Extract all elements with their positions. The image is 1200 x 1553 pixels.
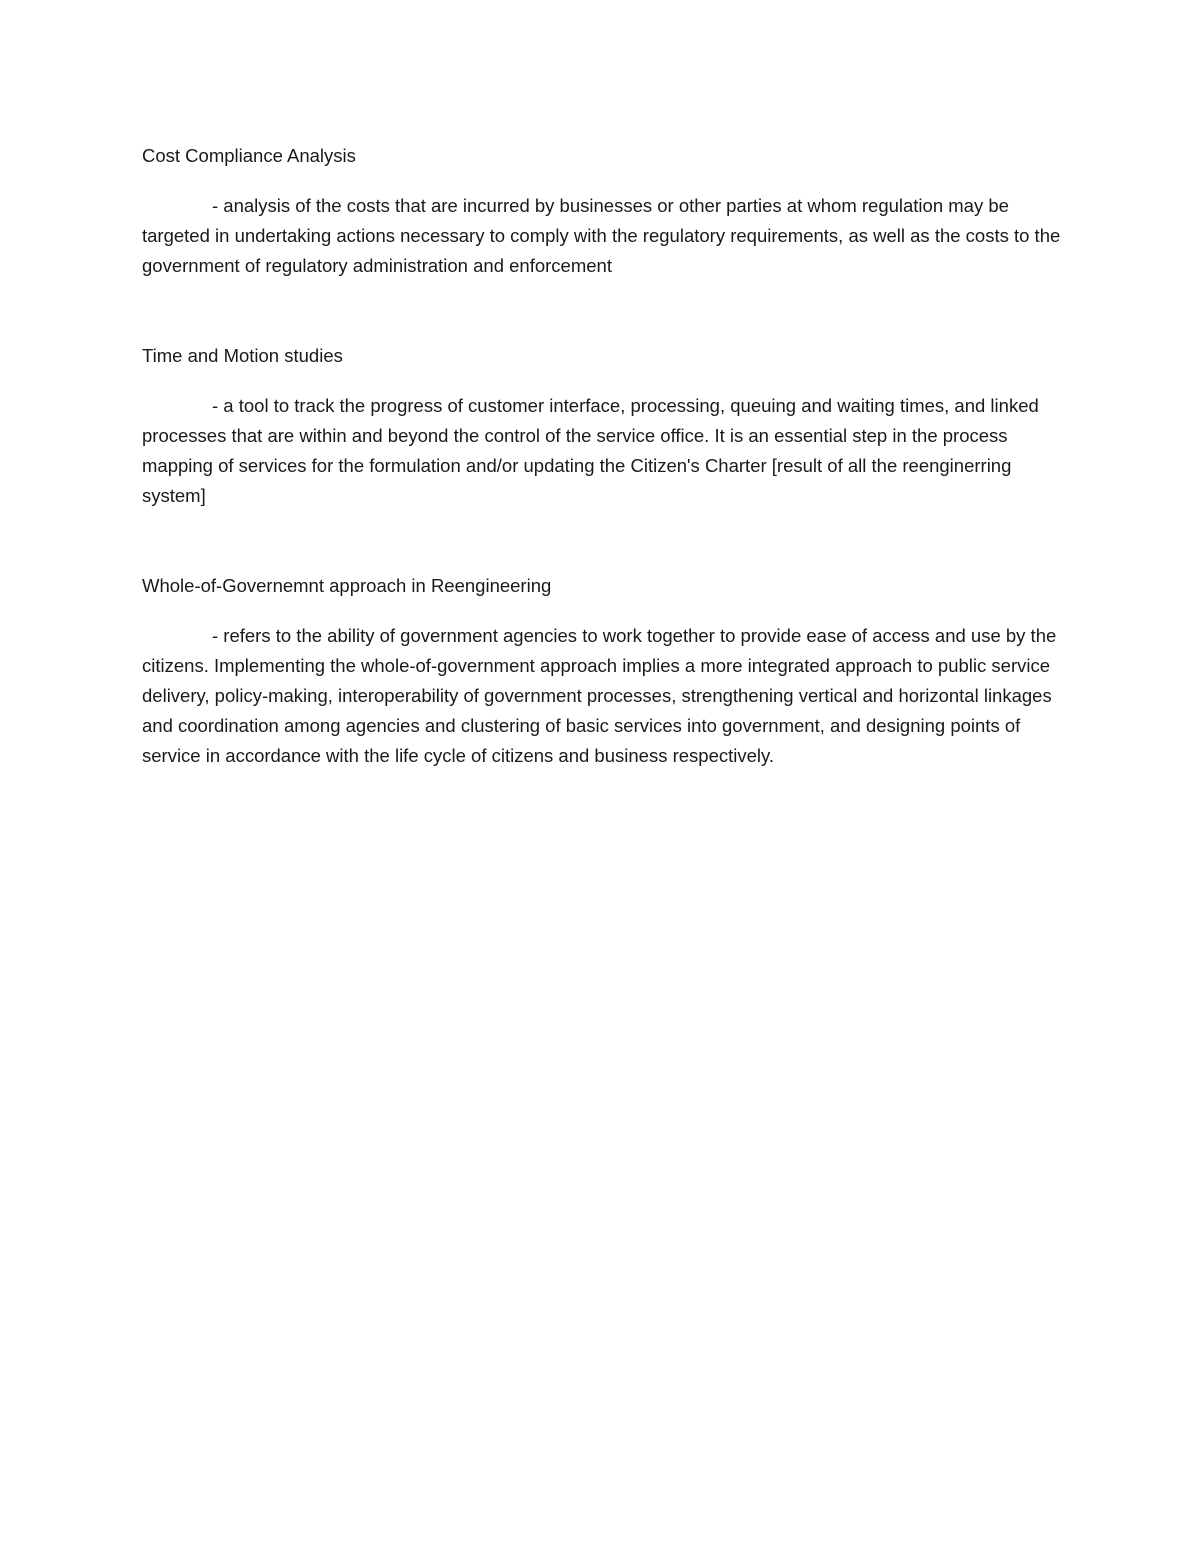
- section-definition: - refers to the ability of government agencies to work together to provide ease of access and use by the citizens. Implementing the whole-of-government approach implies a more integrated approach to public service delivery, policy-making, interoperability of government processes, strengthening vertical and horizontal linkages and coordination among agencies and clustering of basic services into government, and designing points of service in accordance with the life cycle of citizens and business respectively.: [142, 625, 1057, 766]
- section-definition: - a tool to track the progress of customer interface, processing, queuing and waiting times, and linked processes that are within and beyond the control of the service office. It is an essential step in the process mapping of services for the formulation and/or updating the Citizen's Charter [result of all the reenginerring system]: [142, 395, 1039, 506]
- section-heading: Whole-of-Governemnt approach in Reengineering: [142, 575, 552, 596]
- section-definition: - analysis of the costs that are incurred by businesses or other parties at whom regulation may be targeted in undertaking actions necessary to comply with the regulatory requirements, as well as the costs to the government of regulatory administration and enforcement: [142, 195, 1061, 276]
- section-whole-of-government-approach: [142, 571, 1062, 771]
- section-time-and-motion-studies: [142, 341, 1062, 511]
- section-heading: Cost Compliance Analysis: [142, 145, 356, 166]
- section-heading: Time and Motion studies: [142, 345, 343, 366]
- document-body: [142, 141, 1062, 771]
- section-cost-compliance-analysis: [142, 141, 1062, 281]
